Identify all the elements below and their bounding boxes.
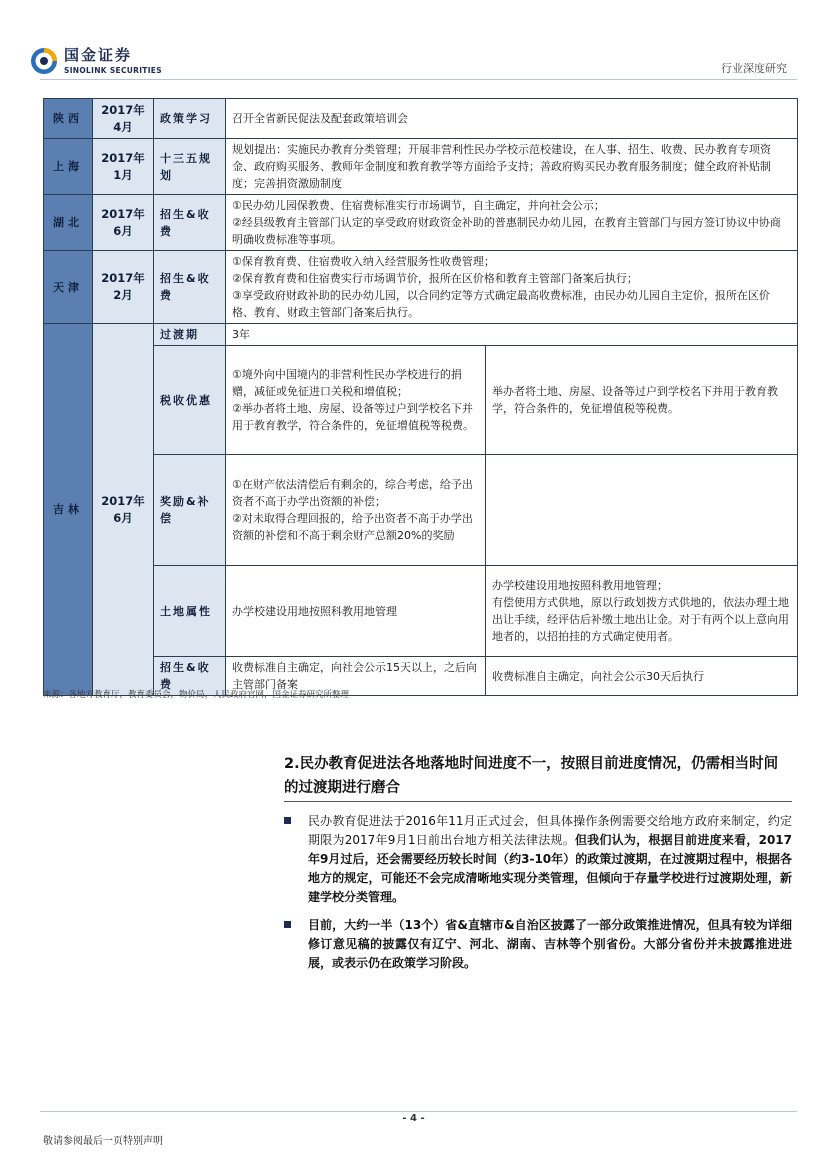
table-row-jilin-tax bbox=[44, 346, 798, 455]
date-cell: 2017年1月 bbox=[93, 139, 154, 195]
table-row-hubei bbox=[44, 195, 798, 251]
policy-type-cell: 过渡期 bbox=[154, 324, 226, 346]
sinolink-logo-icon bbox=[30, 47, 58, 75]
table-row-jilin-transition bbox=[44, 324, 798, 346]
policy-content-cell bbox=[226, 455, 486, 566]
policy-line: ②保育教育费和住宿费实行市场调节价，报所在区价格和教育主管部门备案后执行； bbox=[232, 272, 638, 285]
report-type-title: 行业深度研究 bbox=[721, 62, 787, 75]
date-cell: 2017年2月 bbox=[93, 251, 154, 324]
logo-english-name: SINOLINK SECURITIES bbox=[64, 66, 162, 75]
paragraph-1 bbox=[284, 812, 792, 907]
policy-content-cell bbox=[486, 455, 798, 566]
policy-content-cell: 收费标准自主确定，向社会公示15天以上，之后向主管部门备案 bbox=[226, 657, 486, 696]
paragraph-normal-text: 民办教育促进法于2016年11月正式过会，但具体操作条例需要交给地方政府来制定，约定期限为2017年9月1日前出台地方相关法律法规。 bbox=[308, 814, 792, 847]
policy-content-cell: 规划提出：实施民办教育分类管理；开展非营利性民办学校示范校建设，在人事、招生、收费、民办教育专项资金、政府购买服务、教师年金制度和教育教学等方面给予支持；善政府购买民办教育服务制度；健全政府补贴制度；完善捐资激励制度 bbox=[226, 139, 798, 195]
policy-type-cell: 土地属性 bbox=[154, 566, 226, 657]
square-bullet-icon bbox=[284, 921, 291, 928]
policy-type-cell: 税收优惠 bbox=[154, 346, 226, 455]
policy-type-cell: 十三五规划 bbox=[154, 139, 226, 195]
policy-content-cell bbox=[226, 346, 486, 455]
policy-line: ①民办幼儿园保教费、住宿费标准实行市场调节，自主确定，并向社会公示； bbox=[232, 199, 605, 212]
policy-type-cell: 招生&收费 bbox=[154, 251, 226, 324]
policy-line: ②经县级教育主管部门认定的享受政府财政资金补助的普惠制民办幼儿园，在教育主管部门与园方签订协议中协商明确收费标准等事项。 bbox=[232, 216, 781, 246]
table-row-jilin-land bbox=[44, 566, 798, 657]
policy-line: ①在财产依法清偿后有剩余的，综合考虑，给予出资者不高于办学出资额的补偿； bbox=[232, 478, 473, 508]
policy-content-cell: 召开全省新民促法及配套政策培训会 bbox=[226, 99, 798, 139]
page-header bbox=[0, 0, 827, 82]
policy-content-cell bbox=[226, 251, 798, 324]
policy-content-cell: 3年 bbox=[226, 324, 798, 346]
date-cell: 2017年4月 bbox=[93, 99, 154, 139]
square-bullet-icon bbox=[284, 817, 291, 824]
policy-type-cell: 政策学习 bbox=[154, 99, 226, 139]
sinolink-logo bbox=[30, 44, 220, 80]
table-row-tianjin bbox=[44, 251, 798, 324]
policy-content-cell: 举办者将土地、房屋、设备等过户到学校名下并用于教育教学，符合条件的，免征增值税等税费。 bbox=[486, 346, 798, 455]
policy-line: 有偿使用方式供地，原以行政划拨方式供地的，依法办理土地出让手续，经评估后补缴土地出让金。对于有两个以上意向用地者的，以招拍挂的方式确定使用者。 bbox=[492, 596, 789, 643]
province-cell: 陕西 bbox=[44, 99, 93, 139]
province-cell: 湖北 bbox=[44, 195, 93, 251]
disclaimer-note: 敬请参阅最后一页特别声明 bbox=[43, 1136, 163, 1147]
policy-line: ②对未取得合理回报的，给予出资者不高于办学出资额的补偿和不高于剩余财产总额20%的奖励 bbox=[232, 512, 473, 542]
policy-line: ②举办者将土地、房屋、设备等过户到学校名下并用于教育教学，符合条件的，免征增值税等税费。 bbox=[232, 402, 474, 432]
section-divider bbox=[284, 801, 792, 802]
table-row-shanghai bbox=[44, 139, 798, 195]
policy-type-cell: 招生&收费 bbox=[154, 195, 226, 251]
province-cell: 上海 bbox=[44, 139, 93, 195]
policy-line: ①保育教育费、住宿费收入纳入经营服务性收费管理； bbox=[232, 255, 495, 268]
table-source-note: 来源：各地方教育厅，教育委员会，物价局，人民政府官网，国金证券研究所整理 bbox=[43, 690, 350, 700]
date-cell: 2017年6月 bbox=[93, 195, 154, 251]
province-cell: 吉林 bbox=[44, 324, 93, 696]
date-cell: 2017年6月 bbox=[93, 324, 154, 696]
policy-type-cell: 招生&收费 bbox=[154, 657, 226, 696]
paragraph-text bbox=[308, 812, 792, 907]
policy-type-cell: 奖励&补偿 bbox=[154, 455, 226, 566]
policy-line: ①境外向中国境内的非营利性民办学校进行的捐赠，减征或免征进口关税和增值税； bbox=[232, 368, 462, 398]
section-heading: 2.民办教育促进法各地落地时间进度不一，按照目前进度情况，仍需相当时间的过渡期进行磨合 bbox=[284, 756, 779, 796]
policy-line: 办学校建设用地按照科教用地管理； bbox=[492, 579, 668, 592]
table-row-jilin-reward bbox=[44, 455, 798, 566]
policy-content-cell bbox=[226, 195, 798, 251]
policy-content-cell bbox=[486, 566, 798, 657]
policy-content-cell: 办学校建设用地按照科教用地管理 bbox=[226, 566, 486, 657]
paragraph-text: 目前，大约一半（13个）省&直辖市&自治区披露了一部分政策推进情况，但具有较为详细修订意见稿的披露仅有辽宁、河北、湖南、吉林等个别省份。大部分省份并未披露推进进展，或表示仍在政策学习阶段。 bbox=[308, 918, 792, 970]
page-number: - 4 - bbox=[402, 1113, 425, 1124]
policy-line: ③享受政府财政补助的民办幼儿园，以合同约定等方式确定最高收费标准，由民办幼儿园自主定价，报所在区价格、教育、财政主管部门备案后执行。 bbox=[232, 289, 770, 319]
province-policy-table bbox=[43, 98, 798, 696]
province-cell: 天津 bbox=[44, 251, 93, 324]
logo-chinese-name: 国金证券 bbox=[64, 46, 133, 64]
footer-divider bbox=[40, 1111, 797, 1112]
table-row-shaanxi bbox=[44, 99, 798, 139]
header-divider bbox=[40, 79, 797, 80]
policy-content-cell: 收费标准自主确定，向社会公示30天后执行 bbox=[486, 657, 798, 696]
paragraph-bold-text: 但我们认为，根据目前进度来看，2017年9月过后，还会需要经历较长时间（约3-10年）的政策过渡期，在过渡期过程中，根据各地方的规定，可能还不会完成清晰地实现分类管理，但倾向于存量学校进行过渡期处理，新建学校分类管理。 bbox=[308, 833, 792, 904]
paragraph-2 bbox=[284, 916, 792, 973]
